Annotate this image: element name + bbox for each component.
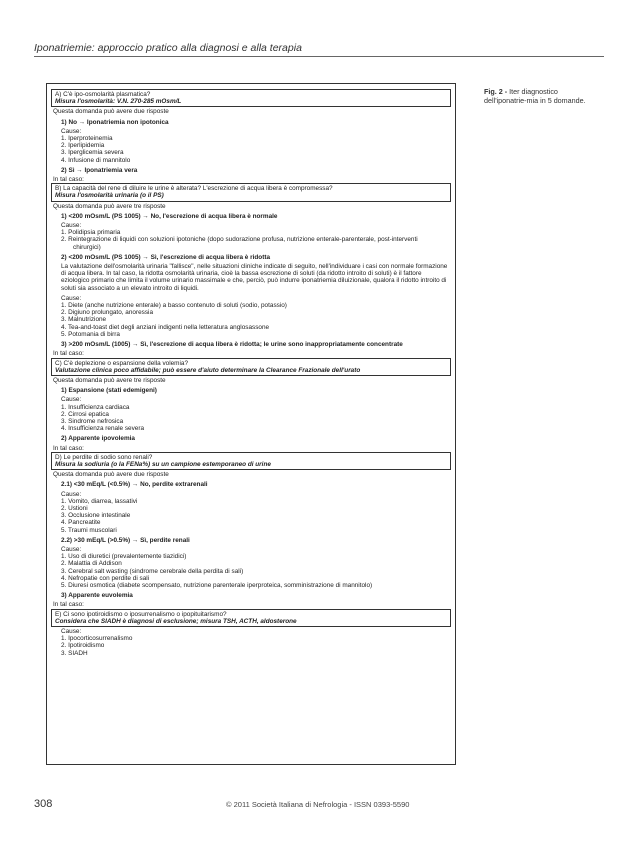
question-a-text: A) C'è ipo-osmolarità plasmatica? bbox=[55, 91, 151, 98]
copyright-notice: © 2011 Società Italiana di Nefrologia - ISSN 0393-5590 bbox=[226, 800, 410, 809]
cause-item: 3. Occlusione intestinale bbox=[61, 512, 131, 520]
in-tal-caso: In tal caso: bbox=[53, 176, 84, 184]
question-c-measure: Valutazione clinica poco affidabile; può essere d'aiuto determinare la Clearance Frazionale dell'urato bbox=[55, 366, 361, 374]
section-a-answer-2: 2) Sì → Iponatriemia vera bbox=[61, 166, 138, 174]
question-b-measure: Misura l'osmolarità urinaria (o il PS) bbox=[55, 192, 164, 200]
question-box-b bbox=[51, 183, 451, 201]
figure-box bbox=[46, 83, 456, 765]
question-d-measure: Misura la sodiuria (o la FENa%) su un campione estemporaneo di urine bbox=[55, 460, 271, 468]
cause-item: chirurgici) bbox=[73, 243, 101, 251]
caption-label: Fig. 2 - bbox=[484, 87, 508, 96]
cause-item: 3. Sindrome nefrosica bbox=[61, 417, 124, 425]
question-e-measure: Considera che SIADH è diagnosi di esclusione; misura TSH, ACTH, aldosterone bbox=[55, 617, 297, 625]
causes-label: Cause: bbox=[61, 294, 82, 302]
cause-item: 2. Iperlipidemia bbox=[61, 142, 105, 150]
section-b-answer-3: 3) >200 mOsm/L (1005) → Sì, l'escrezione di acqua libera è ridotta; le urine sono inappropriatamente concentrate bbox=[61, 341, 403, 349]
cause-item: 2. Digiuno prolungato, anoressia bbox=[61, 309, 154, 317]
running-header: Iponatriemie: approccio pratico alla diagnosi e alla terapia bbox=[34, 42, 302, 54]
causes-label: Cause: bbox=[61, 222, 82, 230]
cause-item: 1. Polidipsia primaria bbox=[61, 229, 121, 237]
question-a-measure: Misura l'osmolarità: V.N. 270-285 mOsm/L bbox=[55, 98, 182, 106]
question-box-d bbox=[51, 452, 451, 470]
cause-item: 2. Cirrosi epatica bbox=[61, 410, 109, 418]
cause-item: 3. Cerebral salt wasting (sindrome cerebrale della perdita di sali) bbox=[61, 567, 244, 575]
cause-item: 5. Diuresi osmotica (diabete scompensato, nutrizione parenterale iperproteica, somministrazione di mannitolo) bbox=[61, 581, 373, 589]
in-tal-caso: In tal caso: bbox=[53, 601, 84, 609]
question-box-e bbox=[51, 609, 451, 627]
causes-label: Cause: bbox=[61, 490, 82, 498]
cause-item: 2. Ipotiroidismo bbox=[61, 642, 105, 650]
cause-item: 4. Nefropatie con perdite di sali bbox=[61, 574, 150, 582]
causes-label: Cause: bbox=[61, 545, 82, 553]
question-e-text: E) Ci sono ipotiroidismo o iposurrenalismo o ipopituitarismo? bbox=[55, 610, 227, 618]
cause-item: 4. Infusione di mannitolo bbox=[61, 156, 131, 164]
section-d-intro: Questa domanda può avere due risposte bbox=[53, 471, 169, 479]
in-tal-caso: In tal caso: bbox=[53, 350, 84, 358]
cause-item: 2. Reintegrazione di liquidi con soluzioni ipotoniche (dopo sudorazione profusa, nutrizione enterale-parenterale, post-interventi bbox=[61, 236, 418, 244]
section-b-answer-1: 1) <200 mOsm/L (PS 1005) → No, l'escrezione di acqua libera è normale bbox=[61, 212, 278, 220]
question-box-c bbox=[51, 358, 451, 376]
in-tal-caso: In tal caso: bbox=[53, 444, 84, 452]
question-box-a bbox=[51, 89, 451, 107]
cause-item: 1. Vomito, diarrea, lassativi bbox=[61, 497, 138, 505]
section-b-answer-2: 2) <200 mOsm/L (PS 1005) → Sì, l'escrezione di acqua libera è ridotta bbox=[61, 253, 271, 261]
section-d-answer-3: 3) Apparente euvolemia bbox=[61, 592, 133, 600]
cause-item: 1. Diete (anche nutrizione enterale) a basso contenuto di soluti (sodio, potassio) bbox=[61, 302, 287, 310]
section-b-paragraph: La valutazione dell'osmolarità urinaria "fallisce", nelle situazioni cliniche indicate di seguito, nell'individuare i casi con normale formazione di acqua libera. In tal caso, la ridotta osmolarità urinaria, cioè la bassa escrezione di soluti (da ridotto introito di soluti) è il fattore eziologico primario che limita il volume urinario massimale e che, perciò, può indurre iponatriemia diluizionale, qualora il ridotto introito di soluti sia associato a un elevato introito di liquidi. bbox=[61, 263, 448, 292]
section-c-intro: Questa domanda può avere tre risposte bbox=[53, 376, 166, 384]
cause-item: 4. Insufficienza renale severa bbox=[61, 425, 145, 433]
cause-item: 5. Traumi muscolari bbox=[61, 526, 117, 534]
cause-item: 5. Potomania di birra bbox=[61, 330, 120, 338]
header-rule bbox=[34, 56, 604, 57]
figure-caption bbox=[484, 87, 602, 105]
section-c-answer-2: 2) Apparente ipovolemia bbox=[61, 435, 135, 443]
section-d-answer-1: 2.1) <30 mEq/L (<0.5%) → No, perdite extrarenali bbox=[61, 481, 208, 489]
question-d-text: D) Le perdite di sodio sono renali? bbox=[55, 453, 153, 461]
cause-item: 1. Uso di diuretici (prevalentemente tiazidici) bbox=[61, 553, 187, 561]
cause-item: 1. Insufficienza cardiaca bbox=[61, 403, 130, 411]
section-a-intro: Questa domanda può avere due risposte bbox=[53, 108, 169, 116]
cause-item: 4. Tea-and-toast diet degli anziani indigenti nella letteratura anglosassone bbox=[61, 323, 270, 331]
causes-label: Cause: bbox=[61, 628, 82, 635]
cause-item: 3. SIADH bbox=[61, 649, 88, 657]
section-d-answer-2: 2.2) >30 mEq/L (>0.5%) → Sì, perdite renali bbox=[61, 536, 190, 544]
section-b-intro: Questa domanda può avere tre risposte bbox=[53, 202, 166, 210]
cause-item: 1. Ipocorticosurrenalismo bbox=[61, 635, 133, 643]
cause-item: 2. Ustioni bbox=[61, 504, 88, 512]
section-a-answer-1: 1) No → Iponatriemia non ipotonica bbox=[61, 118, 169, 126]
caption-text: Iter diagnostico dell'iponatrie-mia in 5 domande. bbox=[484, 87, 586, 105]
cause-item: 4. Pancreatite bbox=[61, 519, 101, 527]
section-c-answer-1: 1) Espansione (stati edemigeni) bbox=[61, 387, 157, 395]
cause-item: 3. Iperglicemia severa bbox=[61, 149, 124, 157]
cause-item: 1. Iperproteinemia bbox=[61, 135, 113, 143]
cause-item: 2. Malattia di Addison bbox=[61, 560, 122, 568]
causes-label: Cause: bbox=[61, 396, 82, 404]
question-c-text: C) C'è deplezione o espansione della volemia? bbox=[55, 359, 189, 367]
causes-label: Cause: bbox=[61, 127, 82, 135]
page-number: 308 bbox=[34, 798, 53, 810]
cause-item: 3. Malnutrizione bbox=[61, 316, 107, 324]
question-b-text: B) La capacità del rene di diluire le urine è alterata? L'escrezione di acqua libera è compromessa? bbox=[55, 185, 333, 193]
